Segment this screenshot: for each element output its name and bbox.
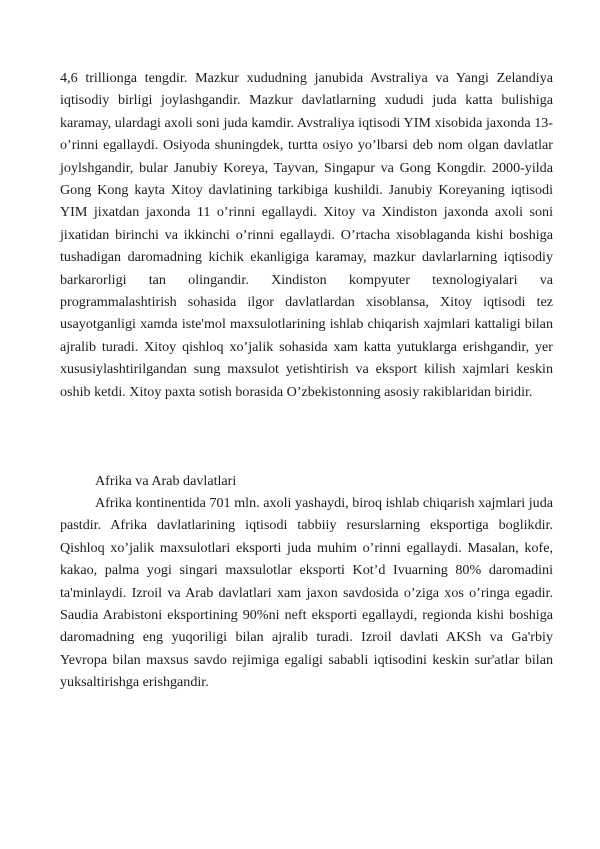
section-heading: Afrika va Arab davlatlari bbox=[95, 473, 237, 489]
body-paragraph-1: 4,6 trillionga tengdir. Mazkur xududning janubida Avstraliya va Yangi Zelandiya iqtisodiy birligi joylashgandir. Mazkur davlatlarning xududi juda katta bulishiga karamay, ulardagi axoli soni juda kamdir. Avstraliya iqtisodi YIM xisobida jaxonda 13-o’rinni egallaydi. Osiyoda shuningdek, turtta osiyo yo’lbarsi deb nom olgan davlatlar joylshgandir, bular Janubiy Koreya, Tayvan, Singapur va Gong Kongdir. 2000-yilda Gong Kong kayta Xitoy davlatining tarkibiga kushildi. Janubiy Koreyaning iqtisodi YIM jixatdan jaxonda 11 o’rinni egallaydi. Xitoy va Xindiston jaxonda axoli soni jixatidan birinchi va ikkinchi o’rinni egallaydi. O’rtacha xisoblaganda kishi boshiga tushadigan daromadning kichik ekanligiga karamay, mazkur davlarlarning iqtisodiy barkarorligi tan olingandir. Xindiston kompyuter texnologiyalari va programmalashtirish sohasida ilgor davlatlardan xisoblansa, Xitoy iqtisodi tez usayotganligi xamda iste'mol maxsulotlarining ishlab chiqarish xajmlari kattaligi bilan ajralib turadi. Xitoy qishloq xo’jalik sohasida xam katta yutuklarga erishgandir, yer xususiylashtirilgandan sung maxsulot yetishtirish va eksport kilish xajmlari keskin oshib ketdi. Xitoy paxta sotish borasida O’zbekistonning asosiy rakiblaridan biridir. bbox=[60, 70, 553, 400]
body-paragraph-2: Afrika kontinentida 701 mln. axoli yashaydi, biroq ishlab chiqarish xajmlari juda pastdir. Afrika davlatlarining iqtisodi tabbiiy resurslarning eksportiga boglikdir. Qishloq xo’jalik maxsulotlari eksporti juda muhim o’rinni egallaydi. Masalan, kofe, kakao, palma yogi singari maxsulotlar eksporti Kot’d Ivuarning 80% daromadini ta'minlaydi. Izroil va Arab davlatlari xam jaxon savdosida o’ziga xos o’ringa egadir. Saudia Arabistoni eksportining 90%ni neft eksporti egallaydi, regionda kishi boshiga daromadning eng yuqoriligi bilan ajralib turadi. Izroil davlati AKSh va Ga'rbiy Yevropa bilan maxsus savdo rejimiga egaligi sababli iqtisodini keskin sur'atlar bilan yuksaltirishga erishgandir. bbox=[60, 495, 553, 691]
